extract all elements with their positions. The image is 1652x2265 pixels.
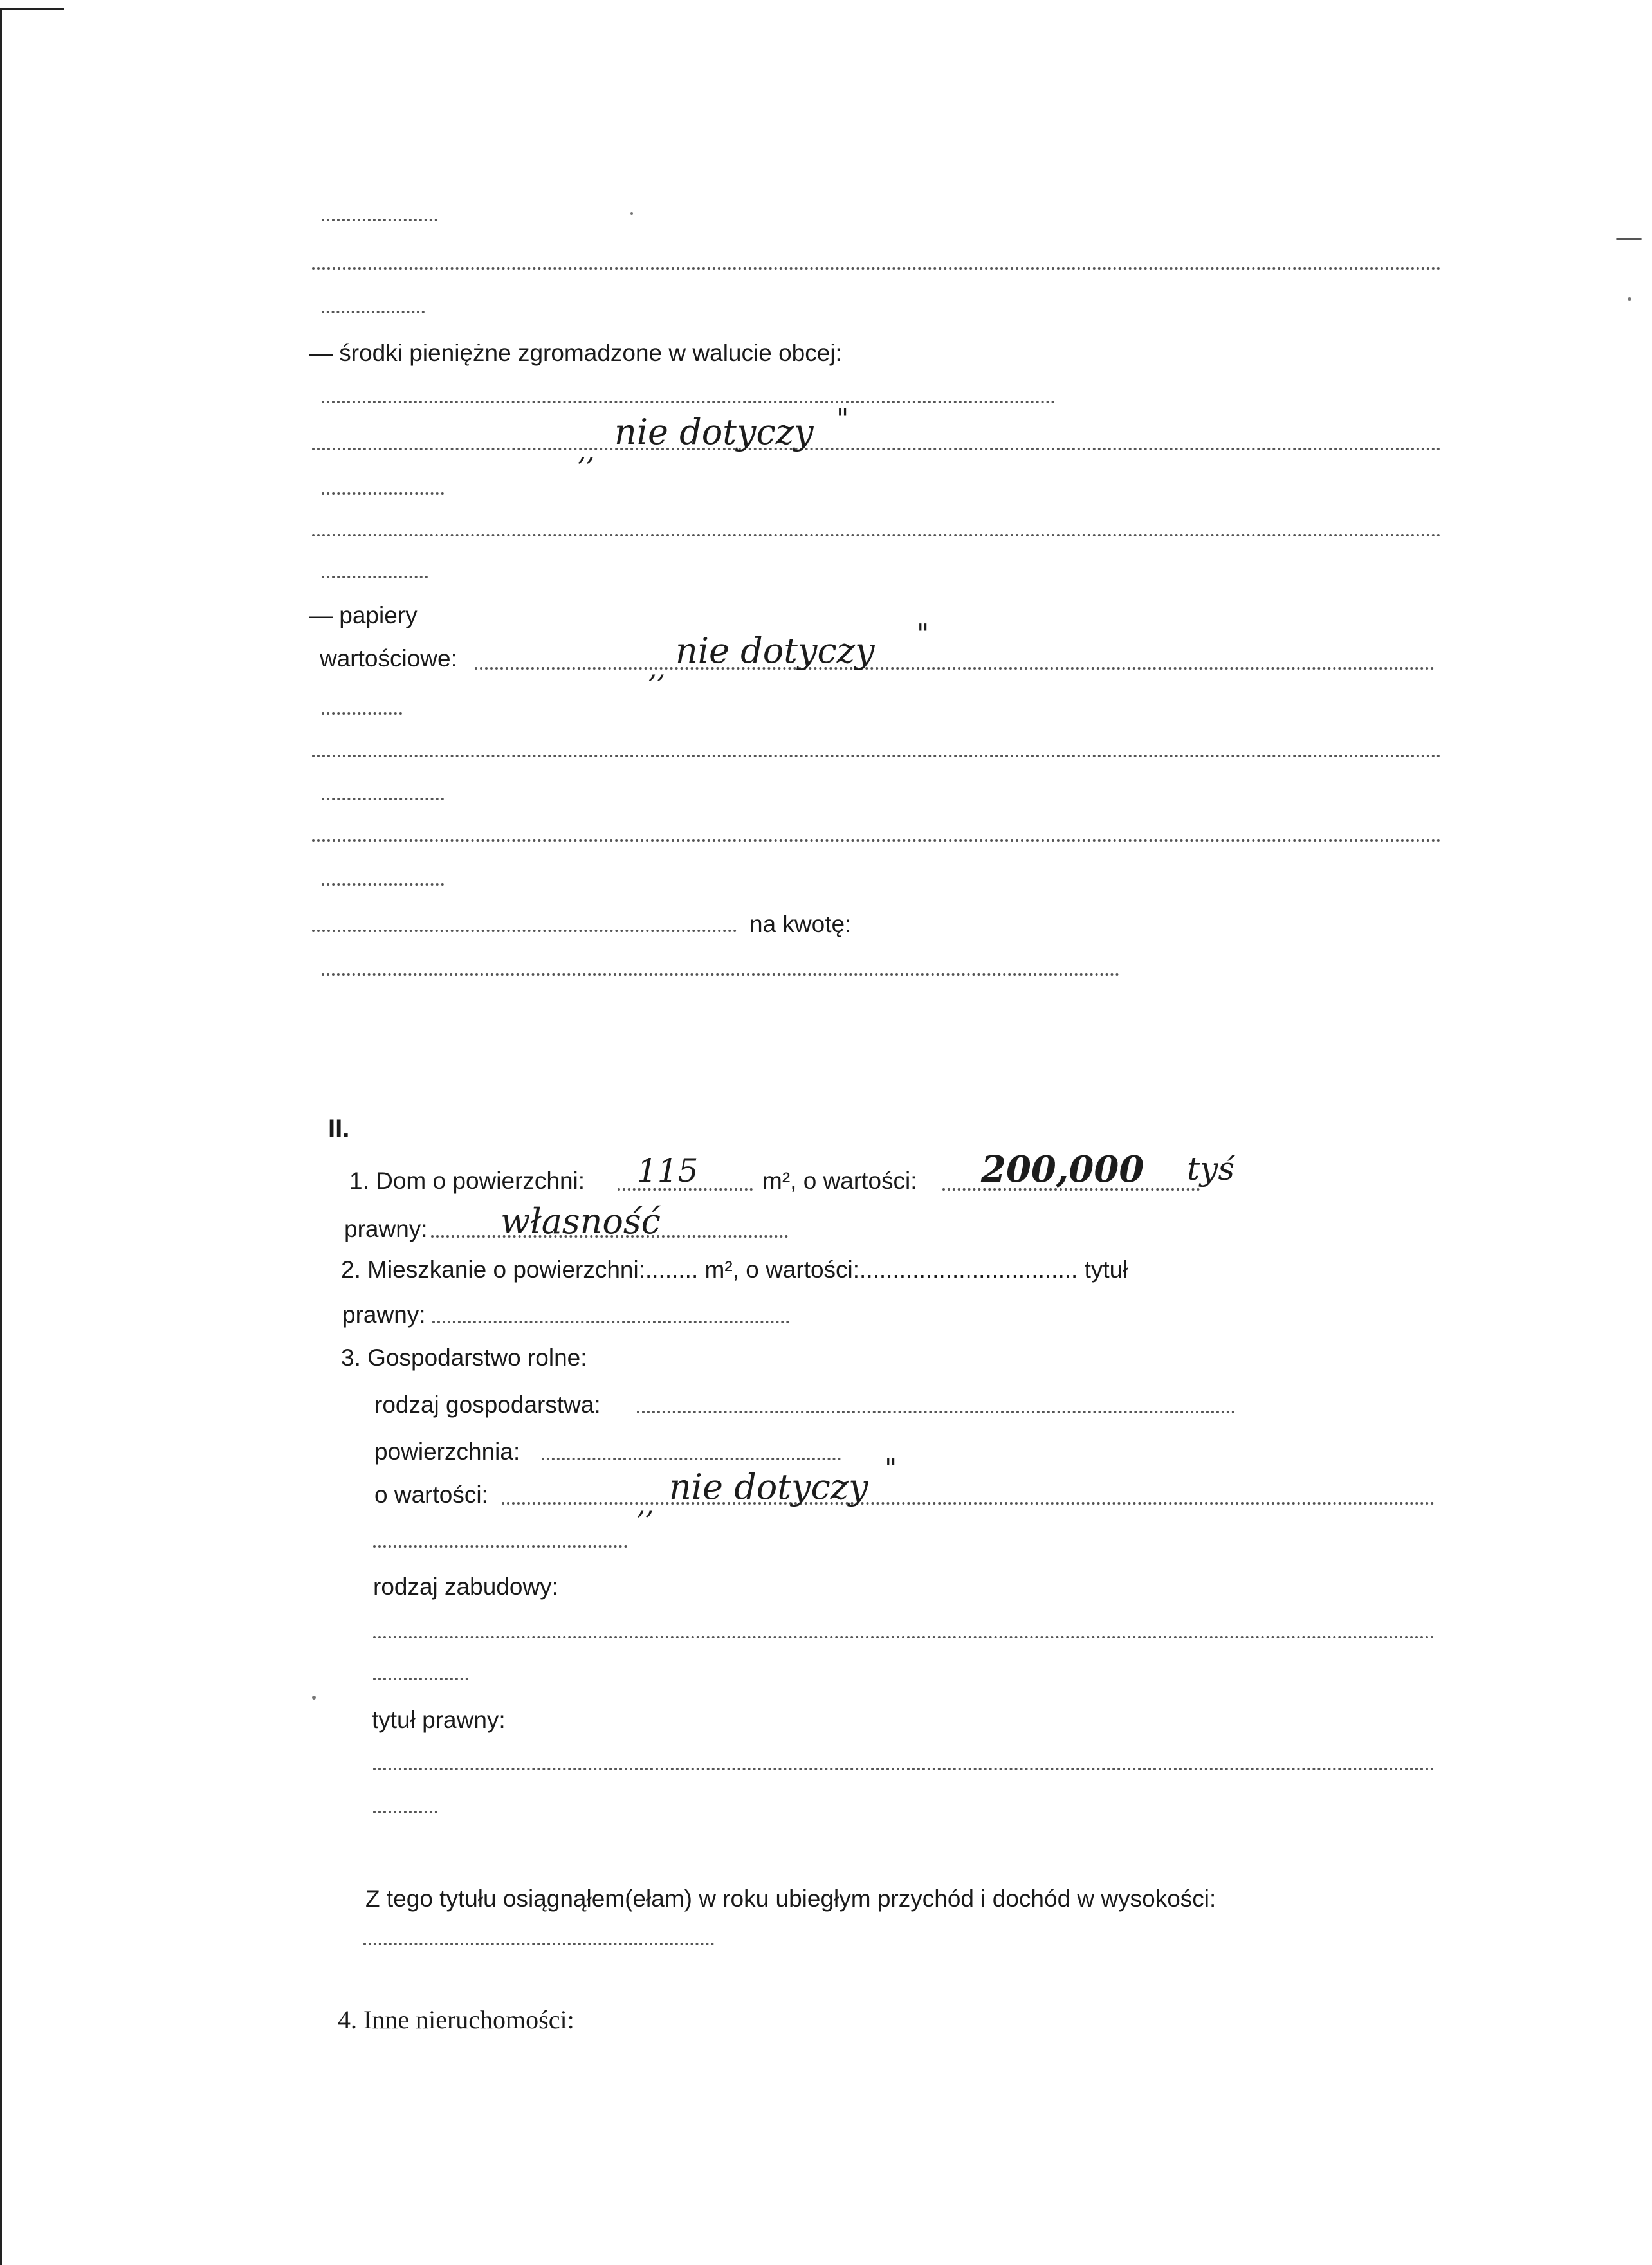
scan-speck [312, 1696, 316, 1700]
blank-line [312, 267, 1441, 270]
farm-value-label: o wartości: [374, 1481, 488, 1508]
securities-label-1: — papiery [309, 602, 418, 628]
blank-line [312, 755, 1441, 757]
quote-close: " [836, 403, 849, 434]
cash-foreign-answer-line [312, 448, 1441, 450]
income-line [363, 1943, 714, 1945]
blank-line [373, 1811, 437, 1813]
flat-title-line [432, 1321, 789, 1323]
cash-foreign-label: — środki pieniężne zgromadzone w walucie obcej: [309, 340, 842, 366]
quote-open: ,, [648, 652, 666, 684]
blank-line [322, 576, 428, 578]
blank-line [322, 798, 444, 800]
house-value-suffix: tyś [1187, 1150, 1234, 1188]
section-number: II. [328, 1115, 350, 1143]
blank-line [312, 534, 1441, 536]
blank-line [322, 883, 444, 886]
quote-close: " [917, 618, 930, 650]
blank-line [322, 311, 425, 313]
blank-line [322, 973, 1119, 976]
securities-label-2: wartościowe: [320, 645, 457, 672]
legal-title-label: tytuł prawny: [372, 1707, 506, 1733]
flat-title-label: prawny: [342, 1301, 426, 1328]
amount-prefix-line [312, 930, 737, 932]
house-title-answer: własność [500, 1201, 661, 1242]
house-label-a: 1. Dom o powierzchni: [349, 1168, 585, 1194]
blank-line [373, 1636, 1435, 1638]
house-value-answer: 200,000 [981, 1148, 1144, 1191]
buildings-label: rodzaj zabudowy: [373, 1573, 558, 1600]
income-label: Z tego tytułu osiągnąłem(ełam) w roku ubiegłym przychód i dochód w wysokości: [365, 1885, 1216, 1912]
blank-line [322, 219, 437, 221]
securities-answer-line [475, 667, 1435, 670]
blank-line [322, 492, 444, 495]
scan-frame-top [0, 8, 64, 10]
farm-type-label: rodzaj gospodarstwa: [374, 1391, 601, 1418]
scan-mark [1616, 238, 1642, 240]
scan-speck [1628, 297, 1631, 301]
securities-answer: nie dotyczy [675, 630, 875, 671]
house-title-label: prawny: [344, 1216, 428, 1242]
farm-type-line [637, 1411, 1235, 1413]
other-property-label: 4. Inne nieruchomości: [338, 2005, 574, 2034]
cash-foreign-answer: nie dotyczy [614, 412, 814, 452]
quote-open: ,, [578, 435, 595, 466]
amount-label: na kwotę: [749, 911, 852, 937]
farm-value-answer: nie dotyczy [669, 1467, 868, 1507]
scan-frame-left [0, 8, 2, 2265]
scan-speck [630, 212, 633, 215]
house-area-answer: 115 [637, 1152, 699, 1189]
flat-label: 2. Mieszkanie o powierzchni:........ m², o wartości:................................. tytuł [341, 1256, 1128, 1283]
quote-close: " [885, 1453, 897, 1484]
blank-line [373, 1545, 627, 1548]
blank-line [373, 1678, 468, 1680]
blank-line [322, 712, 402, 715]
house-label-b: m², o wartości: [762, 1168, 917, 1194]
blank-line [373, 1768, 1435, 1770]
farm-area-line [542, 1458, 841, 1460]
quote-open: ,, [637, 1489, 654, 1520]
blank-line [322, 401, 1055, 403]
farm-label: 3. Gospodarstwo rolne: [341, 1344, 587, 1371]
farm-area-label: powierzchnia: [374, 1438, 520, 1465]
blank-line [312, 839, 1441, 842]
